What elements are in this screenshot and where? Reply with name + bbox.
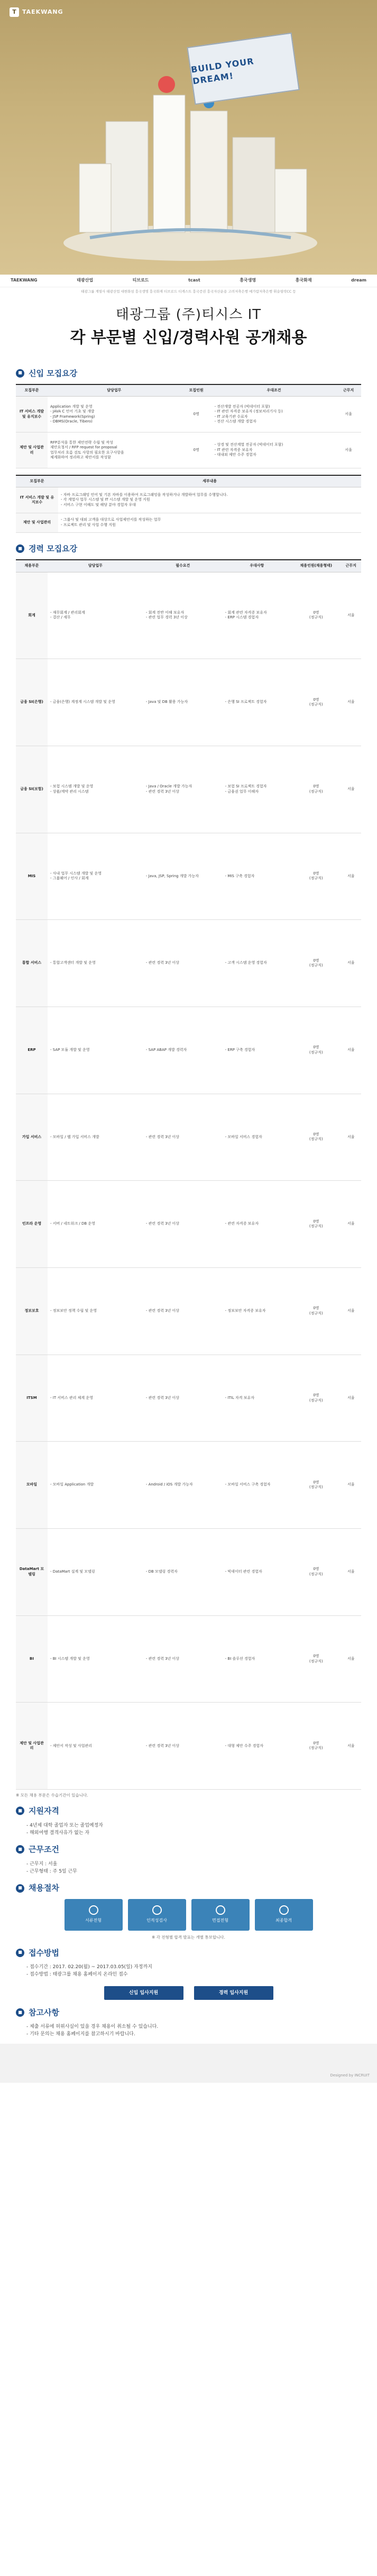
- section-title-new-hire: ■ 신입 모집요강: [0, 368, 377, 379]
- process-step: 인적성검사: [128, 1899, 186, 1931]
- new-hire-table: 모집부문 담당업무 모집인원 우대조건 근무지 IT 서비스 개발 및 유지보수 Application 개발 및 운영 - JAVA C 언어 기초 및 개발 - JSP Framework(Spring) - DBMS(Oracle, Tibero) 0명 - 전산개발 전공자 (빅데이터 포함) - IT 관련 자격증 보유자 (정보처리기사 등) - IT 교육기관 수료자 - 전산 시스템 개발 경험자 서울 제안 및 사업관리 RFP분석을 통한 제안전략 수립 및 작성 제안요청서 / RFP request for proposal 업무처리 흐름 검토 사항의 필요한 요구사항을 체계화하여 정리하고 제안서를 작성함 0명 - 상경 및 전산계열 전공자 (빅데이터 포함) - IT 관련 자격증 보유자 - 대내외 제안 수주 경험자 서울: [16, 384, 361, 468]
- logo-icon: T: [10, 7, 19, 17]
- conditions-list: - 근무지 : 서울 - 근무형태 : 주 5일 근무: [26, 1861, 77, 1874]
- experienced-footnote: ※ 모든 채용 부문은 수습기간이 있습니다.: [16, 1793, 88, 1798]
- bullet-icon: ■: [16, 1884, 24, 1893]
- apply-info: - 접수기간 : 2017. 02.20(월) ~ 2017.03.05(일) 자정까지 - 접수방법 : 태광그룹 채용 홈페이지 온라인 접수: [26, 1964, 152, 1978]
- hero-banner: [0, 0, 377, 275]
- table-row: 제안 및 사업관리 - 제안서 작성 및 사업관리 - 관련 경력 3년 이상 - 대형 제안 수주 경험자 0명 (정규직) 서울: [16, 1703, 361, 1790]
- process-step: 최종합격: [255, 1899, 313, 1931]
- affiliate-logo: 흥국화재: [295, 278, 312, 283]
- experienced-table: 채용부문 담당업무 필수요건 우대사항 채용인원(채용형태) 근무지 회계 - 재무회계 / 관리회계 - 결산 / 세무 - 회계 전반 이해 보유자 - 관련 업무 경력 3년 이상 - 회계 관련 자격증 보유자 - ERP 시스템 경험자 0명 (정규직) 서울 금융 SI(은행) - 금융(은행) 계정계 시스템 개발 및 운영 - Java 및 DB 활용 가능자 - 은행 SI 프로젝트 경험자 0명 (정규직) 서울 금융 SI(보험) - 보험 시스템 개발 및 운영 - 상품/계약 관리 시스템 - Java / Oracle 개발 가능자 - 관련 경력 3년 이상 - 보험 SI 프로젝트 경험자 - 금융권 업무 이해자 0명 (정규직) 서울 MIS - 사내 업무 시스템 개발 및 운영 - 그룹웨어 / 인사 / 회계 - Java, JSP, Spring 개발 가능자 - MIS 구축 경험자 0명 (정규직) 서울 통합 서비스 - 통합고객센터 개발 및 운영 - 관련 경력 3년 이상 - 고객 시스템 운영 경험자 0명 (정규직) 서울 ERP - SAP 모듈 개발 및 운영 - SAP ABAP 개발 경력자 - ERP 구축 경험자 0명 (정규직) 서울 가입 서비스 - 모바일 / 웹 가입 서비스 개발 - 관련 경력 3년 이상 - 모바일 서비스 경험자 0명 (정규직) 서울 인프라 운영 - 서버 / 네트워크 / DB 운영 - 관련 경력 3년 이상 - 관련 자격증 보유자 0명 (정규직) 서울 정보보호 - 정보보안 정책 수립 및 운영 - 관련 경력 3년 이상 - 정보보안 자격증 보유자 0명 (정규직) 서울 ITSM - IT 서비스 관리 체계 운영 - 관련 경력 3년 이상 - ITIL 자격 보유자 0명 (정규직) 서울 모바일 - 모바일 Application 개발 - Android / iOS 개발 가능자 - 모바일 서비스 구축 경험자 0명 (정규직) 서울 DataMart 모델링 - DataMart 설계 및 모델링 - DB 모델링 경력자 - 빅데이터 관련 경험자 0명 (정규직) 서울 BI - BI 시스템 개발 및 운영 - 관련 경력 3년 이상 - BI 솔루션 경험자 0명 (정규직) 서울 제안 및 사업관리 - 제안서 작성 및 사업관리 - 관련 경력 3년 이상 - 대형 제안 수주 경험자 0명 (정규직) 서울: [16, 559, 361, 1790]
- section-title-qualification: ■ 지원자격: [0, 1806, 377, 1816]
- table-row: IT 서비스 개발 및 유지보수 Application 개발 및 운영 - JAVA C 언어 기초 및 개발 - JSP Framework(Spring) - DBMS(Oracle, Tibero) 0명 - 전산개발 전공자 (빅데이터 포함) - IT 관련 자격증 보유자 (정보처리기사 등) - IT 교육기관 수료자 - 전산 시스템 개발 경험자 서울: [16, 397, 361, 433]
- section-title-experienced: ■ 경력 모집요강: [0, 543, 377, 554]
- section-title-apply: ■ 접수방법: [0, 1948, 377, 1958]
- section-title-conditions: ■ 근무조건: [0, 1844, 377, 1855]
- affiliate-logo: dream: [351, 278, 366, 283]
- table-row: MIS - 사내 업무 시스템 개발 및 운영 - 그룹웨어 / 인사 / 회계 - Java, JSP, Spring 개발 가능자 - MIS 구축 경험자 0명 (정규직) 서울: [16, 833, 361, 920]
- headline-company: 태광그룹 (주)티시스 IT: [115, 307, 262, 323]
- apply-new-button[interactable]: 신입 입사지원: [104, 1986, 183, 2000]
- step-icon: [279, 1905, 289, 1915]
- table-row: 제안 및 사업관리 - 그룹사 및 대외 고객을 대상으로 사업제안서를 작성하는 업무 - 프로젝트 관리 및 사업 수행 지원: [16, 513, 361, 532]
- brand-logo: [10, 7, 63, 17]
- notes-list: - 제출 서류에 허위사실이 있을 경우 채용이 취소될 수 있습니다. - 기타 문의는 채용 홈페이지를 참고하시기 바랍니다.: [26, 2024, 159, 2037]
- step-icon: [216, 1905, 225, 1915]
- bullet-icon: ■: [16, 1845, 24, 1854]
- logo-text: TAEKWANG: [22, 8, 63, 15]
- bullet-icon: ■: [16, 1949, 24, 1957]
- bullet-icon: ■: [16, 544, 24, 553]
- table-row: 인프라 운영 - 서버 / 네트워크 / DB 운영 - 관련 경력 3년 이상 - 관련 자격증 보유자 0명 (정규직) 서울: [16, 1181, 361, 1268]
- headline: [0, 296, 377, 361]
- apply-experienced-button[interactable]: 경력 입사지원: [194, 1986, 273, 2000]
- process-note: ※ 각 전형별 합격 발표는 개별 통보합니다.: [152, 1934, 225, 1940]
- table-row: 통합 서비스 - 통합고객센터 개발 및 운영 - 관련 경력 3년 이상 - 고객 시스템 운영 경험자 0명 (정규직) 서울: [16, 920, 361, 1007]
- table-row: DataMart 모델링 - DataMart 설계 및 모델링 - DB 모델링 경력자 - 빅데이터 관련 경험자 0명 (정규직) 서울: [16, 1529, 361, 1616]
- table-row: ITSM - IT 서비스 관리 체계 운영 - 관련 경력 3년 이상 - ITIL 자격 보유자 0명 (정규직) 서울: [16, 1355, 361, 1442]
- step-icon: [152, 1905, 162, 1915]
- affiliate-logo: 흥국생명: [240, 278, 256, 283]
- footer: [0, 2044, 377, 2083]
- footer-credit: Designed by INCRUIT: [330, 2073, 370, 2078]
- qualification-list: - 4년제 대학 졸업자 또는 졸업예정자 - 해외여행 결격사유가 없는 자: [26, 1822, 103, 1836]
- apply-buttons: [0, 1986, 377, 2000]
- bullet-icon: ■: [16, 1807, 24, 1815]
- headline-title: 각 부문별 신입/경력사원 공개채용: [70, 328, 307, 347]
- table-row: ERP - SAP 모듈 개발 및 운영 - SAP ABAP 개발 경력자 - ERP 구축 경험자 0명 (정규직) 서울: [16, 1007, 361, 1094]
- process-step: 서류전형: [65, 1899, 123, 1931]
- table-row: 정보보호 - 정보보안 정책 수립 및 운영 - 관련 경력 3년 이상 - 정보보안 자격증 보유자 0명 (정규직) 서울: [16, 1268, 361, 1355]
- affiliate-logo: 티브로드: [132, 278, 149, 283]
- bullet-icon: ■: [16, 2008, 24, 2017]
- table-row: 모바일 - 모바일 Application 개발 - Android / iOS 개발 가능자 - 모바일 서비스 구축 경험자 0명 (정규직) 서울: [16, 1442, 361, 1529]
- table-row: IT 서비스 개발 및 유지보수 - 자바 프로그래밍 언어 및 기본 자바를 이용하여 프로그래밍을 작성하거나 개발하여 업무를 수행합니다. - 각 계열사 업무 시스템 및 IT 시스템 개발 및 운영 지원 - 서비스 구현 이해도 및 해당 분야 경험자 우대: [16, 487, 361, 513]
- table-row: 가입 서비스 - 모바일 / 웹 가입 서비스 개발 - 관련 경력 3년 이상 - 모바일 서비스 경험자 0명 (정규직) 서울: [16, 1094, 361, 1181]
- step-icon: [89, 1905, 98, 1915]
- affiliate-logo: TAEKWANG: [11, 278, 38, 283]
- table-row: 금융 SI(보험) - 보험 시스템 개발 및 운영 - 상품/계약 관리 시스템 - Java / Oracle 개발 가능자 - 관련 경력 3년 이상 - 보험 SI 프로젝트 경험자 - 금융권 업무 이해자 0명 (정규직) 서울: [16, 746, 361, 833]
- process-step: 면접전형: [191, 1899, 250, 1931]
- affiliate-logo: 태광산업: [77, 278, 94, 283]
- section-title-process: ■ 채용절차: [0, 1883, 377, 1893]
- table-row: 회계 - 재무회계 / 관리회계 - 결산 / 세무 - 회계 전반 이해 보유자 - 관련 업무 경력 3년 이상 - 회계 관련 자격증 보유자 - ERP 시스템 경험자 0명 (정규직) 서울: [16, 572, 361, 659]
- affiliate-logo: tcast: [188, 278, 200, 283]
- process-steps: [0, 1899, 377, 1931]
- new-hire-detail-table: 모집부문 세부내용 IT 서비스 개발 및 유지보수 - 자바 프로그래밍 언어 및 기본 자바를 이용하여 프로그래밍을 작성하거나 개발하여 업무를 수행합니다. - 각 계열사 업무 시스템 및 IT 시스템 개발 및 운영 지원 - 서비스 구현 이해도 및 해당 분야 경험자 우대 제안 및 사업관리 - 그룹사 및 대외 고객을 대상으로 사업제안서를 작성하는 업무 - 프로젝트 관리 및 사업 수행 지원: [16, 475, 361, 533]
- bullet-icon: ■: [16, 369, 24, 378]
- table-row: BI - BI 시스템 개발 및 운영 - 관련 경력 3년 이상 - BI 솔루션 경험자 0명 (정규직) 서울: [16, 1615, 361, 1703]
- sign-main: BUILD YOUR DREAM!: [190, 56, 255, 87]
- section-title-notes: ■ 참고사항: [0, 2007, 377, 2018]
- table-row: 제안 및 사업관리 RFP분석을 통한 제안전략 수립 및 작성 제안요청서 / RFP request for proposal 업무처리 흐름 검토 사항의 필요한 요구사항을 체계화하여 정리하고 제안서를 작성함 0명 - 상경 및 전산계열 전공자 (빅데이터 포함) - IT 관련 자격증 보유자 - 대내외 제안 수주 경험자 서울: [16, 433, 361, 468]
- affiliate-list-text: 태광그룹 계열사 태광산업 대한화섬 흥국생명 흥국화재 티브로드 티캐스트 흥국증권 흥국자산운용 고려저축은행 예가람저축은행 휘슬링락CC 등: [81, 289, 296, 294]
- table-row: 금융 SI(은행) - 금융(은행) 계정계 시스템 개발 및 운영 - Java 및 DB 활용 가능자 - 은행 SI 프로젝트 경험자 0명 (정규직) 서울: [16, 659, 361, 746]
- affiliate-logo-strip: [0, 275, 377, 287]
